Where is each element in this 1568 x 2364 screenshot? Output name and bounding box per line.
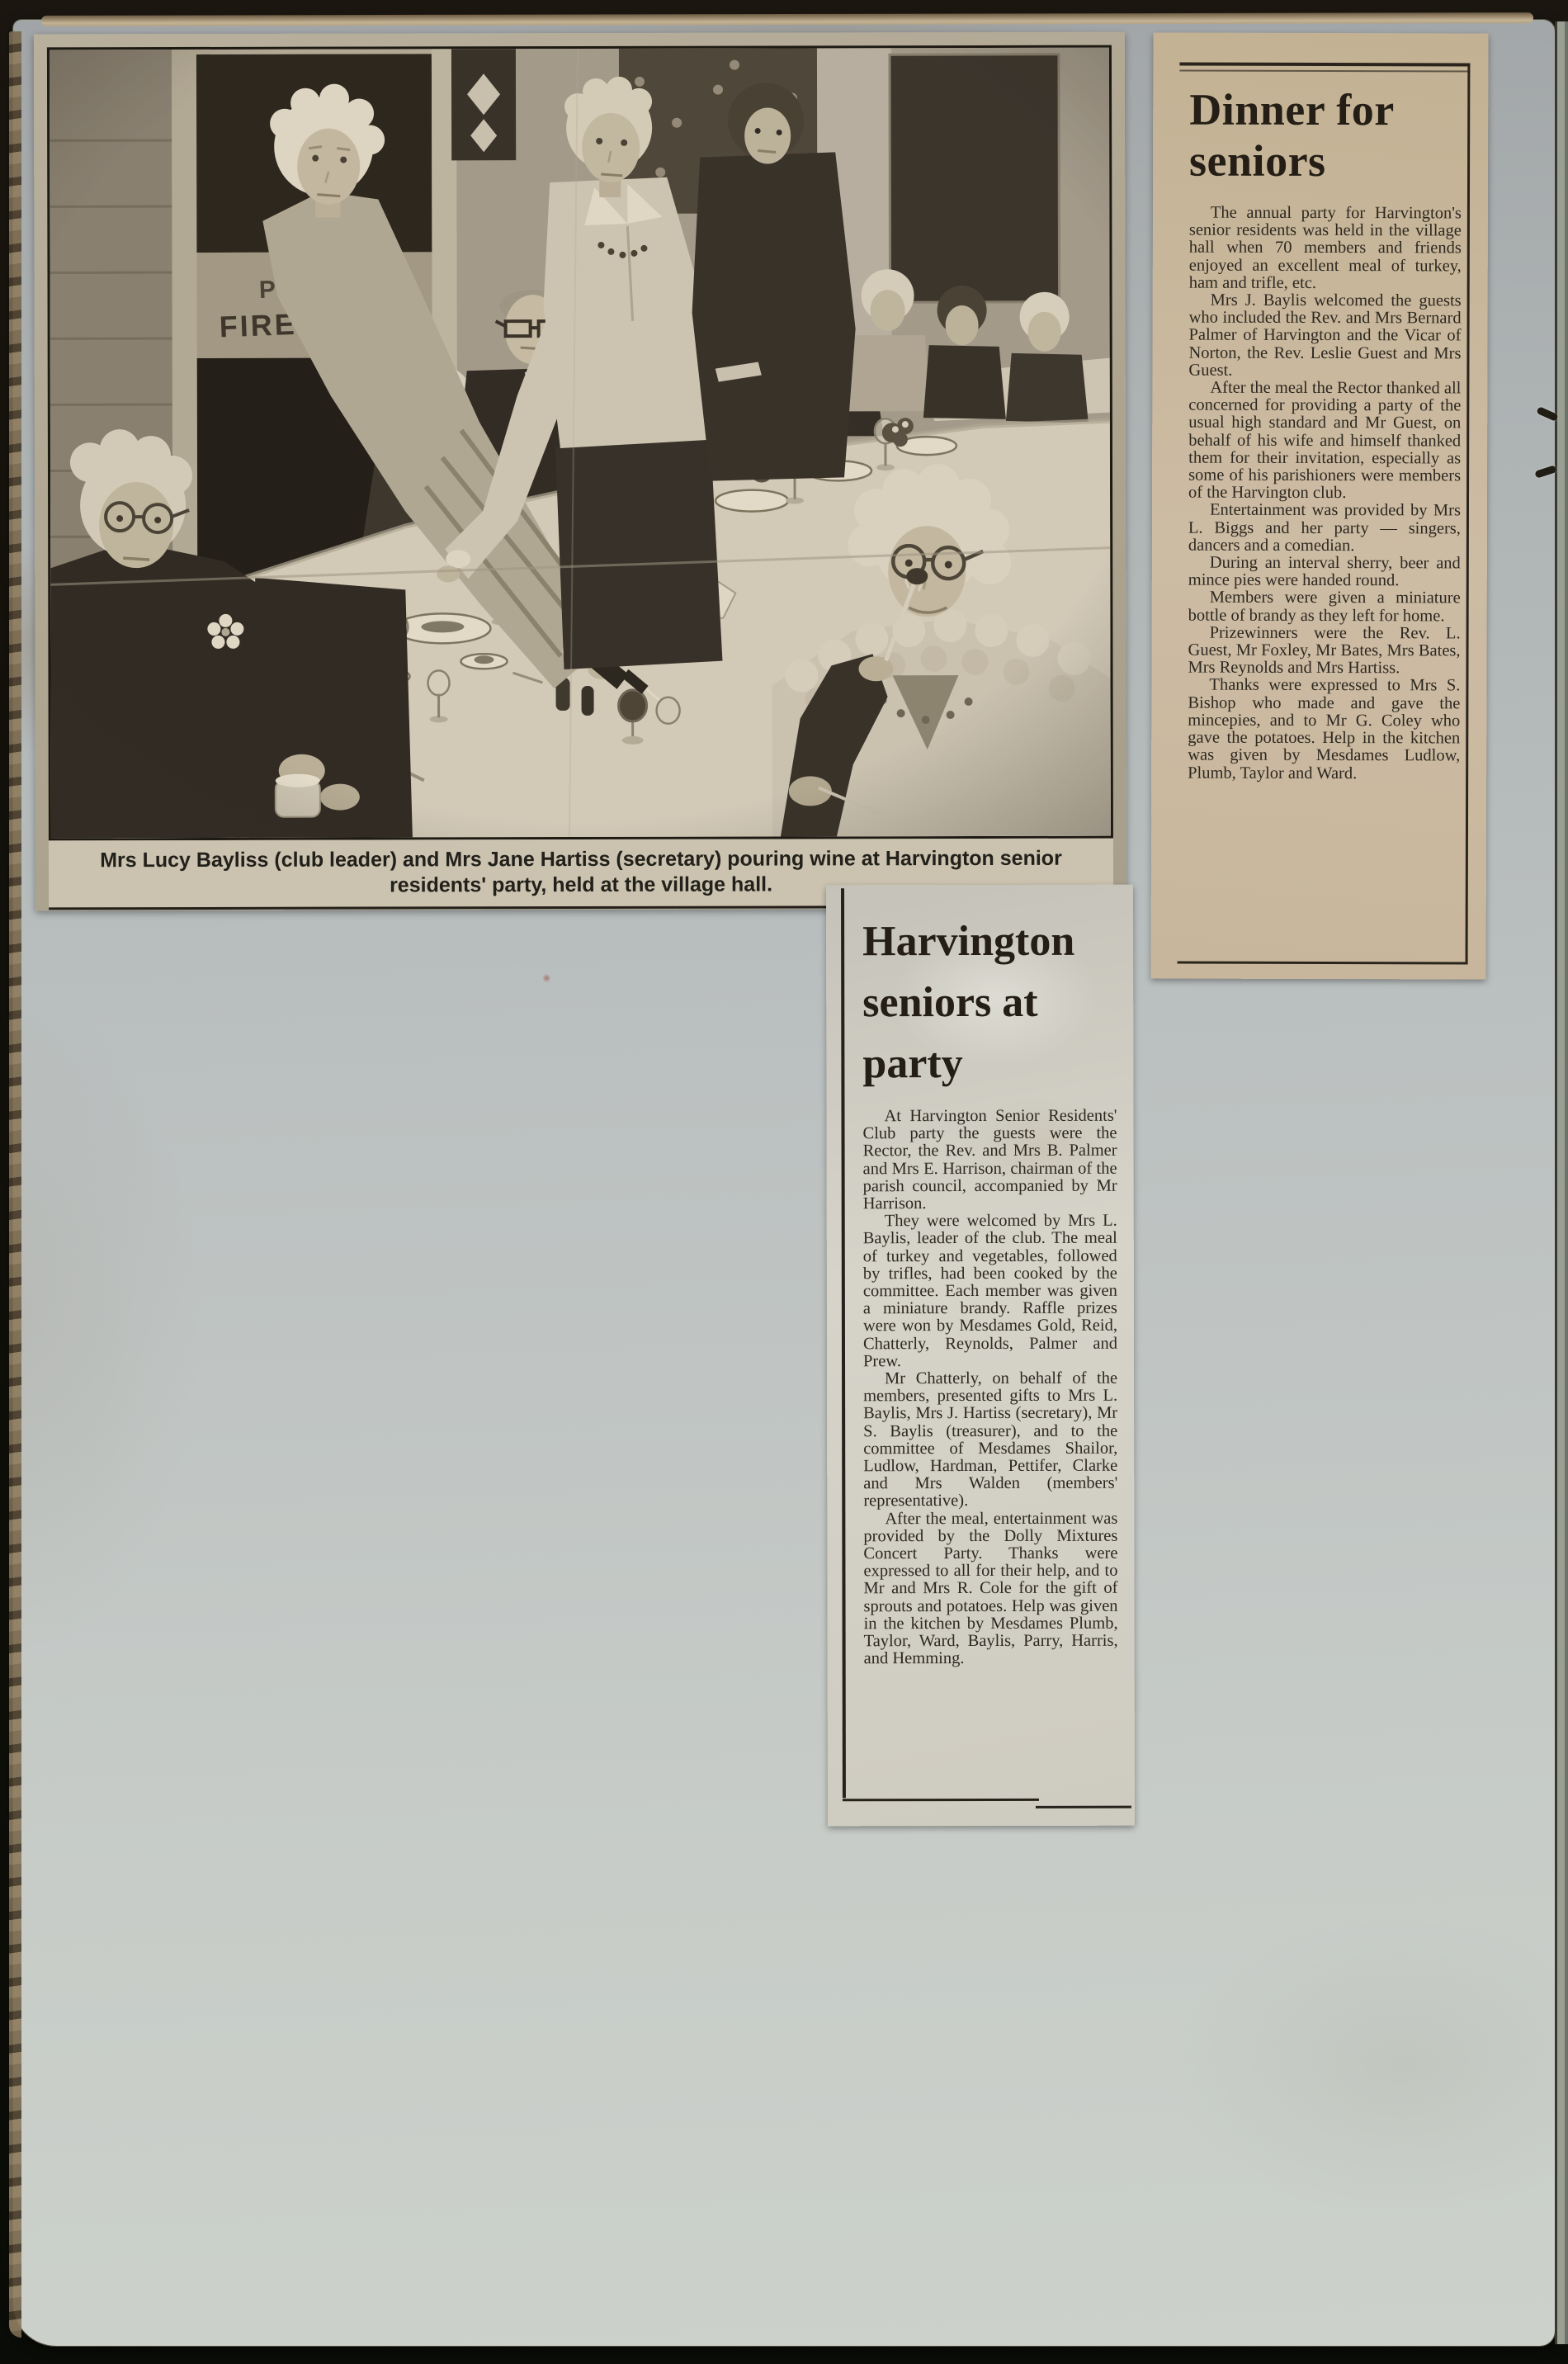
page-torn-left-edge	[9, 31, 21, 2338]
newspaper-photo-clipping	[34, 32, 1126, 911]
column-rule	[1036, 1806, 1131, 1808]
headline-line: seniors	[1189, 135, 1326, 187]
party-photograph	[50, 48, 1111, 839]
photo-frame	[47, 45, 1113, 841]
party-article-body	[862, 1108, 1117, 1668]
headline-line: Dinner for	[1189, 84, 1395, 135]
article-paragraph: After the meal, entertainment was provided by the Dolly Mixtures Concert Party. Thanks were expressed to all for their help, and to Mr and Mrs R. Cole for the gift of sprouts and potatoes. Help was given in the kitchen by Mesdames Plumb, Taylor, Ward, Baylis, Parry, Harris, and Hemming.	[863, 1509, 1118, 1668]
column-rule	[1179, 70, 1470, 73]
page-fold-edge	[1555, 21, 1568, 2344]
column-rule	[1178, 962, 1468, 965]
headline-line: seniors at	[862, 978, 1038, 1027]
column-rule	[843, 1799, 1039, 1801]
scrapbook-page	[13, 20, 1555, 2346]
article-paragraph: At Harvington Senior Residents' Club party the guests were the Rector, the Rev. and Mrs B. Palmer and Mrs E. Harrison, chairman of the parish council, accompanied by Mr Harrison.	[862, 1106, 1117, 1213]
article-paragraph: Mrs J. Baylis welcomed the guests who included the Rev. and Mrs Bernard Palmer of Harvington and the Vicar of Norton, the Rev. Leslie Guest and Mrs Guest.	[1188, 291, 1462, 380]
page-torn-top-edge	[41, 12, 1533, 26]
article-clipping-harvington-seniors	[826, 885, 1135, 1827]
headline-line: Harvington	[862, 917, 1075, 966]
article-paragraph: Mr Chatterly, on behalf of the members, presented gifts to Mrs L. Baylis, Mrs J. Hartiss (secretary), Mr S. Baylis (treasurer), and to the committee of Mesdames Shailor, Ludlow, Hardman, Pettifer, Clarke and Mrs Walden (members' representative).	[863, 1369, 1118, 1511]
article-paragraph: Prizewinners were the Rev. L. Guest, Mr Foxley, Mr Bates, Mrs Bates, Mrs Reynolds and Mrs Hartiss.	[1188, 623, 1461, 678]
column-rule	[841, 888, 846, 1798]
headline-line: party	[862, 1040, 963, 1088]
party-article-headline	[862, 911, 1118, 1095]
article-paragraph: After the meal the Rector thanked all concerned for providing a party of the usual high standard and Mr Guest, on behalf of his wife and himself thanked them for their invitation, especially as some of his parishioners were members of the Harvington club.	[1188, 378, 1462, 503]
column-rule	[1179, 63, 1470, 67]
dinner-article-body	[1188, 205, 1462, 783]
photo-caption: Mrs Lucy Bayliss (club leader) and Mrs Jane Hartiss (secretary) pouring wine at Harvington senior residents' party, held at the village hall.	[49, 839, 1113, 910]
article-paragraph: The annual party for Harvington's senior residents was held in the village hall when 70 members and friends enjoyed an excellent meal of turkey, ham and trifle, etc.	[1188, 203, 1462, 292]
column-rule	[1466, 63, 1471, 964]
article-paragraph: Thanks were expressed to Mrs S. Bishop who made and gave the mincepies, and to Mr G. Coley who gave the potatoes. Help in the kitchen was given by Mesdames Ludlow, Plumb, Taylor and Ward.	[1188, 676, 1461, 782]
article-paragraph: Members were given a miniature bottle of brandy as they left for home.	[1188, 589, 1461, 626]
article-paragraph: They were welcomed by Mrs L. Baylis, leader of the club. The meal of turkey and vegetables, followed by trifles, had been cooked by the committee. Each member was given a miniature brandy. Raffle prizes were won by Mesdames Gold, Reid, Chatterly, Reynolds, Palmer and Prew.	[862, 1211, 1117, 1371]
article-paragraph: During an interval sherry, beer and mince pies were handed round.	[1188, 553, 1461, 590]
article-clipping-dinner-for-seniors	[1151, 32, 1489, 979]
dinner-article-headline	[1189, 84, 1458, 187]
article-paragraph: Entertainment was provided by Mrs L. Biggs and her party — singers, dancers and a comedian.	[1188, 501, 1462, 555]
